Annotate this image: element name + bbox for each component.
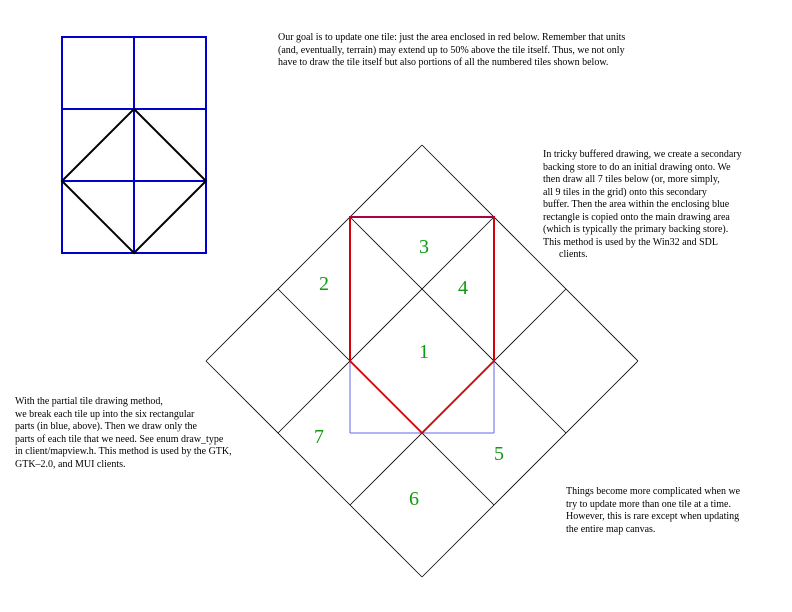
buffered-text-line: buffer. Then the area within the enclosing blue — [543, 199, 730, 210]
goal-text-line: Our goal is to update one tile: just the area enclosed in red below. Remember that units — [278, 32, 626, 43]
partial-text-line: parts of each tile that we need. See enum draw_type — [15, 433, 224, 445]
grid-line — [350, 217, 566, 433]
partial-drawing-text — [15, 396, 232, 471]
complicated-text — [566, 486, 740, 536]
buffered-text-line: clients. — [559, 249, 588, 260]
complicated-text-line: Things become more complicated when we — [566, 486, 741, 497]
buffered-text-line: This method is used by the Win32 and SDL — [543, 236, 718, 248]
tile-number-4: 4 — [458, 277, 468, 299]
tile-number-2: 2 — [319, 273, 329, 295]
partial-text-line: GTK–2.0, and MUI clients. — [15, 458, 126, 470]
goal-text-line: have to draw the tile itself but also portions of all the numbered tiles shown below. — [278, 57, 609, 68]
buffered-text-line: all 9 tiles in the grid) onto this secondary — [543, 186, 707, 198]
partial-text-line: we break each tile up into the six rectangular — [15, 408, 195, 420]
buffered-text-line: backing store to do an initial drawing onto. We — [543, 161, 731, 173]
tile-number-1: 1 — [419, 341, 429, 363]
tile-number-5: 5 — [494, 443, 504, 465]
tile-parts-illustration — [62, 37, 206, 253]
partial-text-line: With the partial tile drawing method, — [15, 396, 163, 407]
complicated-text-line: However, this is rare except when updating — [566, 511, 740, 522]
tile-number-6: 6 — [409, 488, 419, 510]
partial-text-line: in client/mapview.h. This method is used by the GTK, — [15, 446, 232, 457]
tile-number-7: 7 — [314, 426, 324, 448]
complicated-text-line: the entire map canvas. — [566, 523, 656, 535]
tile-number-3: 3 — [419, 236, 429, 258]
grid-line — [206, 361, 422, 577]
partial-text-line: parts (in blue, above). Then we draw only the — [15, 421, 197, 432]
buffered-text-line: In tricky buffered drawing, we create a secondary — [543, 149, 742, 160]
buffered-text-line: then draw all 7 tiles below (or, more simply, — [543, 174, 720, 185]
goal-text — [278, 32, 625, 70]
grid-line — [278, 217, 494, 433]
grid-line — [206, 145, 422, 361]
buffered-text-line: rectangle is copied onto the main drawing area — [543, 211, 730, 223]
goal-text-line: (and, eventually, terrain) may extend up to 50% above the tile itself. Thus, we not only — [278, 44, 625, 56]
buffered-text-line: (which is typically the primary backing store). — [543, 224, 729, 235]
grid-line — [422, 361, 638, 577]
complicated-text-line: try to update more than one tile at a time. — [566, 498, 731, 510]
buffered-drawing-text — [543, 149, 742, 262]
tile-numbers — [314, 236, 504, 510]
